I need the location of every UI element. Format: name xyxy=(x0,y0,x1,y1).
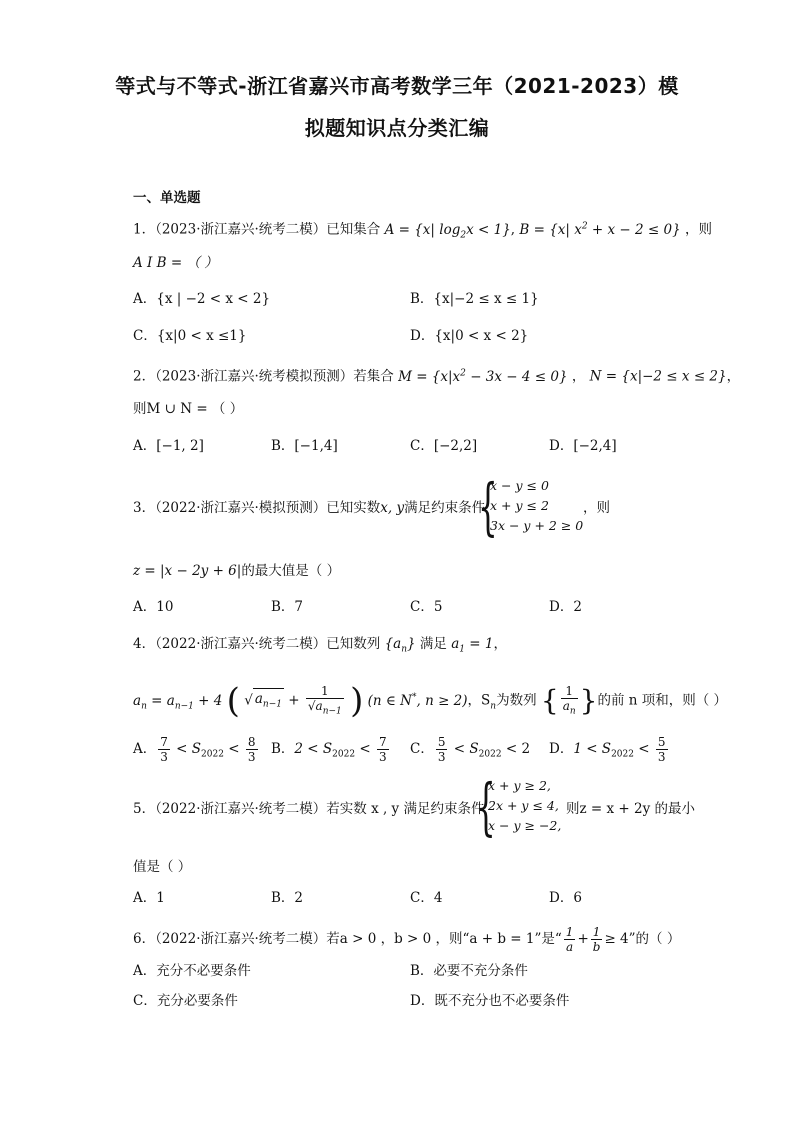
question-4-option-a[interactable]: A． $\frac{7}{3}$ < $S_{2022}$ < $\frac{8}{3}$ xyxy=(133,735,256,764)
question-6-stem: 6．（2022·浙江嘉兴·统考二模）若a > 0 ，b > 0 ，则“a + b = 1”是“ $\frac{1}{a}$ + $\frac{1}{b}$ ≥ 4”的（ ） xyxy=(133,925,681,954)
constraint-row: 3x − y + 2 ≥ 0 xyxy=(490,518,584,533)
question-3-option-a[interactable]: A．10 xyxy=(133,599,174,615)
question-1-stem-line2: A I B = （ ） xyxy=(133,255,218,271)
sqrt-icon: √ xyxy=(244,692,253,709)
brace-icon: { xyxy=(476,770,496,843)
question-5-option-c[interactable]: C．4 xyxy=(410,890,443,906)
question-5-stem-line2: 值是（ ） xyxy=(133,859,192,875)
constraint-row: 2x + y ≤ 4, xyxy=(488,798,559,813)
question-1-stem: 1．（2023·浙江嘉兴·统考二模）已知集合 A = {x| $\log_2x < 1$}, B = {x| $x^2 + x - 2 \le 0$} ，则 xyxy=(133,221,712,241)
question-6-option-b[interactable]: B．必要不充分条件 xyxy=(410,963,528,979)
question-4-stem: 4．（2022·浙江嘉兴·统考二模）已知数列 $\{a_n\}$ 满足 $a_1 = 1$， xyxy=(133,636,507,655)
question-5-constraint-system xyxy=(476,770,566,843)
question-5-option-a[interactable]: A．1 xyxy=(133,890,165,906)
question-6-option-d[interactable]: D．既不充分也不必要条件 xyxy=(410,993,570,1009)
question-2-stem: 2．（2023·浙江嘉兴·统考模拟预测）若集合 $M = \{x|x^2 - 3x - 4 \le 0\}$ ， N = {x|−2 ≤ x ≤ 2}， xyxy=(133,368,741,385)
question-6-option-a[interactable]: A．充分不必要条件 xyxy=(133,963,251,979)
question-4-option-b[interactable]: B．$2 < S_{2022}$ < $\frac{7}{3}$ xyxy=(271,735,387,764)
constraint-row: x − y ≤ 0 xyxy=(490,478,549,493)
question-3-option-b[interactable]: B．7 xyxy=(271,599,304,615)
question-1-option-d[interactable]: D．{x|0 < x < 2} xyxy=(410,328,529,344)
question-5-stem: 5．（2022·浙江嘉兴·统考二模）若实数 x , y 满足约束条件 xyxy=(133,801,485,817)
brace-icon: { xyxy=(478,470,498,543)
constraint-row: x + y ≥ 2, xyxy=(488,778,551,793)
question-4-recurrence: $a_n = a_{n-1} + 4$ ( √ $a_{n-1}$ + $\frac{1}{√a_{n-1}}$ ) (n ∈ N*, n ≥ 2)，$S_n$为数列 { $\frac{1}{a_n}$ }的前 n 项和，则（ ） xyxy=(133,681,728,722)
question-3-stem: 3．（2022·浙江嘉兴·模拟预测）已知实数x, y满足约束条件 xyxy=(133,500,486,516)
question-1-option-c[interactable]: C．{x|0 < x ≤1} xyxy=(133,328,247,344)
left-paren: ( xyxy=(226,681,240,722)
question-5-stem-mid: 则z = x + 2y 的最小 xyxy=(566,801,696,817)
sqrt-icon: √ xyxy=(307,699,316,713)
question-3-option-c[interactable]: C．5 xyxy=(410,599,443,615)
question-4-option-d[interactable]: D．$1 < S_{2022}$ < $\frac{5}{3}$ xyxy=(549,735,666,764)
constraint-row: x + y ≤ 2 xyxy=(490,498,549,513)
question-2-option-c[interactable]: C．[−2,2] xyxy=(410,438,478,454)
question-4-option-c[interactable]: C． $\frac{5}{3}$ < $S_{2022} < 2$ xyxy=(410,735,531,764)
question-1-option-a[interactable]: A．{x | −2 < x < 2} xyxy=(133,291,271,307)
question-2-stem-line2: 则M ∪ N = （ ） xyxy=(133,401,244,417)
question-3-stem-line2: z = |x − 2y + 6|的最大值是（ ） xyxy=(133,563,341,579)
question-2-option-d[interactable]: D．[−2,4] xyxy=(549,438,617,454)
section-heading: 一、单选题 xyxy=(133,190,201,206)
document-title-line1: 等式与不等式-浙江省嘉兴市高考数学三年（2021-2023）模 xyxy=(115,74,679,98)
question-6-option-c[interactable]: C．充分必要条件 xyxy=(133,993,238,1009)
question-5-option-d[interactable]: D．6 xyxy=(549,890,582,906)
constraint-row: x − y ≥ −2, xyxy=(488,818,562,833)
question-2-option-a[interactable]: A．[−1, 2] xyxy=(133,438,204,454)
right-paren: ) xyxy=(350,681,364,722)
question-1-option-b[interactable]: B．{x|−2 ≤ x ≤ 1} xyxy=(410,291,539,307)
question-2-option-b[interactable]: B．[−1,4] xyxy=(271,438,338,454)
question-3-constraint-system xyxy=(478,470,588,543)
question-3-stem-end: ，则 xyxy=(583,500,610,516)
question-3-option-d[interactable]: D．2 xyxy=(549,599,582,615)
question-5-option-b[interactable]: B．2 xyxy=(271,890,304,906)
document-title-line2: 拟题知识点分类汇编 xyxy=(304,116,490,140)
